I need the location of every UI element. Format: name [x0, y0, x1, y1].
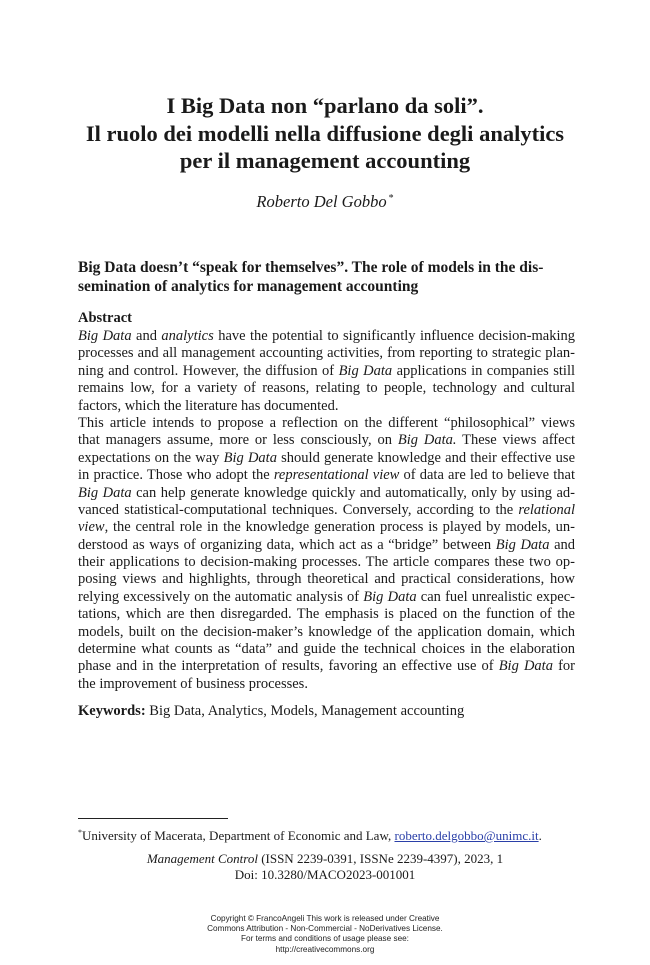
license-line-1: Copyright © FrancoAngeli This work is released under Creative — [210, 914, 440, 923]
title-line-2: Il ruolo dei modelli nella diffusione degli analytics — [85, 120, 565, 146]
abstract-line — [78, 467, 575, 484]
abstract-line — [78, 432, 575, 449]
abstract-line — [78, 363, 575, 380]
abstract-line — [78, 485, 575, 502]
abstract-italic-term: relational — [518, 501, 575, 518]
abstract-text: and — [131, 328, 162, 344]
journal-details: (ISSN 2239-0391, ISSNe 2239-4397), 2023, 1 — [257, 851, 504, 866]
abstract-text: processes and all management accounting activities, from reporting to strategic plan- — [78, 345, 575, 362]
abstract-text: phase and in the interpretation of results, favoring an effective use of — [78, 658, 499, 675]
article-title — [40, 92, 610, 175]
abstract-italic-term: Big Data — [338, 362, 393, 379]
abstract-line — [78, 571, 575, 588]
abstract-italic-term: Big Data — [78, 484, 132, 501]
author-name: Roberto Del Gobbo — [256, 192, 387, 211]
abstract-line — [78, 624, 575, 641]
abstract-italic-term: view — [78, 519, 105, 536]
abstract-line — [78, 658, 575, 675]
abstract-text: can help generate knowledge quickly and automatically, only by using ad- — [131, 484, 575, 501]
author-line — [0, 192, 650, 212]
abstract-line — [78, 554, 575, 571]
abstract-italic-term: Big Data — [363, 588, 417, 605]
abstract-text: of data are led to believe that — [399, 467, 575, 484]
abstract-line — [78, 380, 575, 397]
abstract-line — [78, 450, 575, 467]
abstract-line — [78, 676, 575, 693]
abstract-italic-term: Big Data — [78, 328, 132, 344]
title-line-3: per il management accounting — [179, 148, 471, 173]
abstract-line — [78, 328, 575, 345]
abstract-text: ning and control. However, the diffusion of — [78, 362, 339, 379]
abstract-heading: Abstract — [78, 310, 132, 326]
english-title-line-1: Big Data doesn’t “speak for themselves”. The role of models in the dis- — [78, 259, 544, 276]
abstract-line — [78, 502, 575, 519]
abstract-text: relying excessively on the automatic analysis of — [78, 588, 364, 605]
abstract-text: These views affect — [456, 432, 576, 449]
abstract-text: the improvement of business processes. — [78, 675, 308, 692]
abstract-line — [78, 606, 575, 623]
abstract-text: expectations on the way — [78, 449, 224, 466]
abstract-line — [78, 589, 575, 606]
keywords-text: Big Data, Analytics, Models, Management accounting — [149, 703, 465, 719]
footnote-text: University of Macerata, Department of Economic and Law, — [82, 828, 395, 843]
english-title-line-2: semination of analytics for management accounting — [78, 278, 419, 295]
abstract-italic-term: Big Data — [495, 536, 550, 553]
author-email-link[interactable]: roberto.delgobbo@unimc.it — [394, 828, 539, 843]
affiliation-footnote — [78, 828, 542, 844]
abstract-text: in practice. Those who adopt the — [78, 467, 274, 484]
abstract-text: that managers assume, more or less consciously, on — [78, 432, 398, 449]
abstract-italic-term: analytics — [161, 328, 214, 344]
journal-citation — [0, 851, 650, 867]
footnote-end: . — [538, 828, 542, 843]
abstract-body — [78, 328, 575, 693]
abstract-italic-term: representational view — [273, 467, 400, 484]
abstract-line — [78, 398, 575, 415]
license-line-2: Commons Attribution - Non-Commercial - NoDerivatives License. — [207, 924, 443, 934]
license-url[interactable]: http://creativecommons.org — [275, 944, 375, 954]
abstract-line — [78, 641, 575, 658]
abstract-text: applications in companies still — [392, 362, 575, 379]
abstract-text: for — [552, 658, 575, 675]
keywords-label: Keywords: — [78, 703, 146, 719]
license-notice — [0, 914, 650, 955]
footnote-mark: * — [78, 828, 82, 837]
abstract-text: should generate knowledge and their effective use — [276, 449, 576, 466]
abstract-text: their applications to decision-making processes. The article compares these two op- — [78, 554, 575, 571]
abstract-line — [78, 519, 575, 536]
abstract-text: can fuel unrealistic expec- — [416, 588, 575, 605]
abstract-text: factors, which the literature has documented. — [78, 397, 339, 414]
abstract-italic-term: Big Data — [498, 658, 553, 675]
abstract-text: determine what counts as “data” and guide the technical choices in the elaboration — [78, 641, 575, 658]
abstract-text: remains low, for a variety of reasons, relating to people, technology and cultural — [78, 380, 575, 397]
journal-info — [0, 851, 650, 883]
keywords-line — [78, 703, 464, 720]
abstract-text: derstood as ways of organizing data, which act as a “bridge” between — [78, 536, 496, 553]
doi: Doi: 10.3280/MACO2023-001001 — [234, 867, 416, 882]
abstract-italic-term: Big Data — [223, 449, 277, 466]
abstract-text: vanced statistical-computational techniques. Conversely, according to the — [78, 501, 519, 518]
english-title — [78, 258, 575, 296]
abstract-line — [78, 537, 575, 554]
footnote-divider — [78, 818, 228, 819]
abstract-line — [78, 415, 575, 432]
author-footnote-mark: * — [388, 193, 394, 204]
abstract-text: and — [549, 536, 576, 553]
abstract-text: tations, which are then disregarded. The emphasis is placed on the function of the — [78, 606, 575, 623]
abstract-text: have the potential to significantly influence decision-making — [213, 328, 575, 344]
abstract-text: , the central role in the knowledge generation process is played by models, un- — [104, 519, 575, 536]
license-line-3: For terms and conditions of usage please see: — [241, 934, 409, 944]
abstract-text: models, built on the decision-maker’s knowledge of the application domain, which — [78, 623, 575, 640]
journal-name: Management Control — [146, 851, 258, 866]
title-line-1: I Big Data non “parlano da soli”. — [166, 93, 484, 118]
abstract-text: posing views and highlights, through theoretical and practical considerations, how — [78, 571, 575, 588]
abstract-text: This article intends to propose a reflection on the different “philosophical” views — [78, 414, 575, 431]
abstract-italic-term: Big Data. — [397, 432, 457, 449]
abstract-line — [78, 345, 575, 362]
